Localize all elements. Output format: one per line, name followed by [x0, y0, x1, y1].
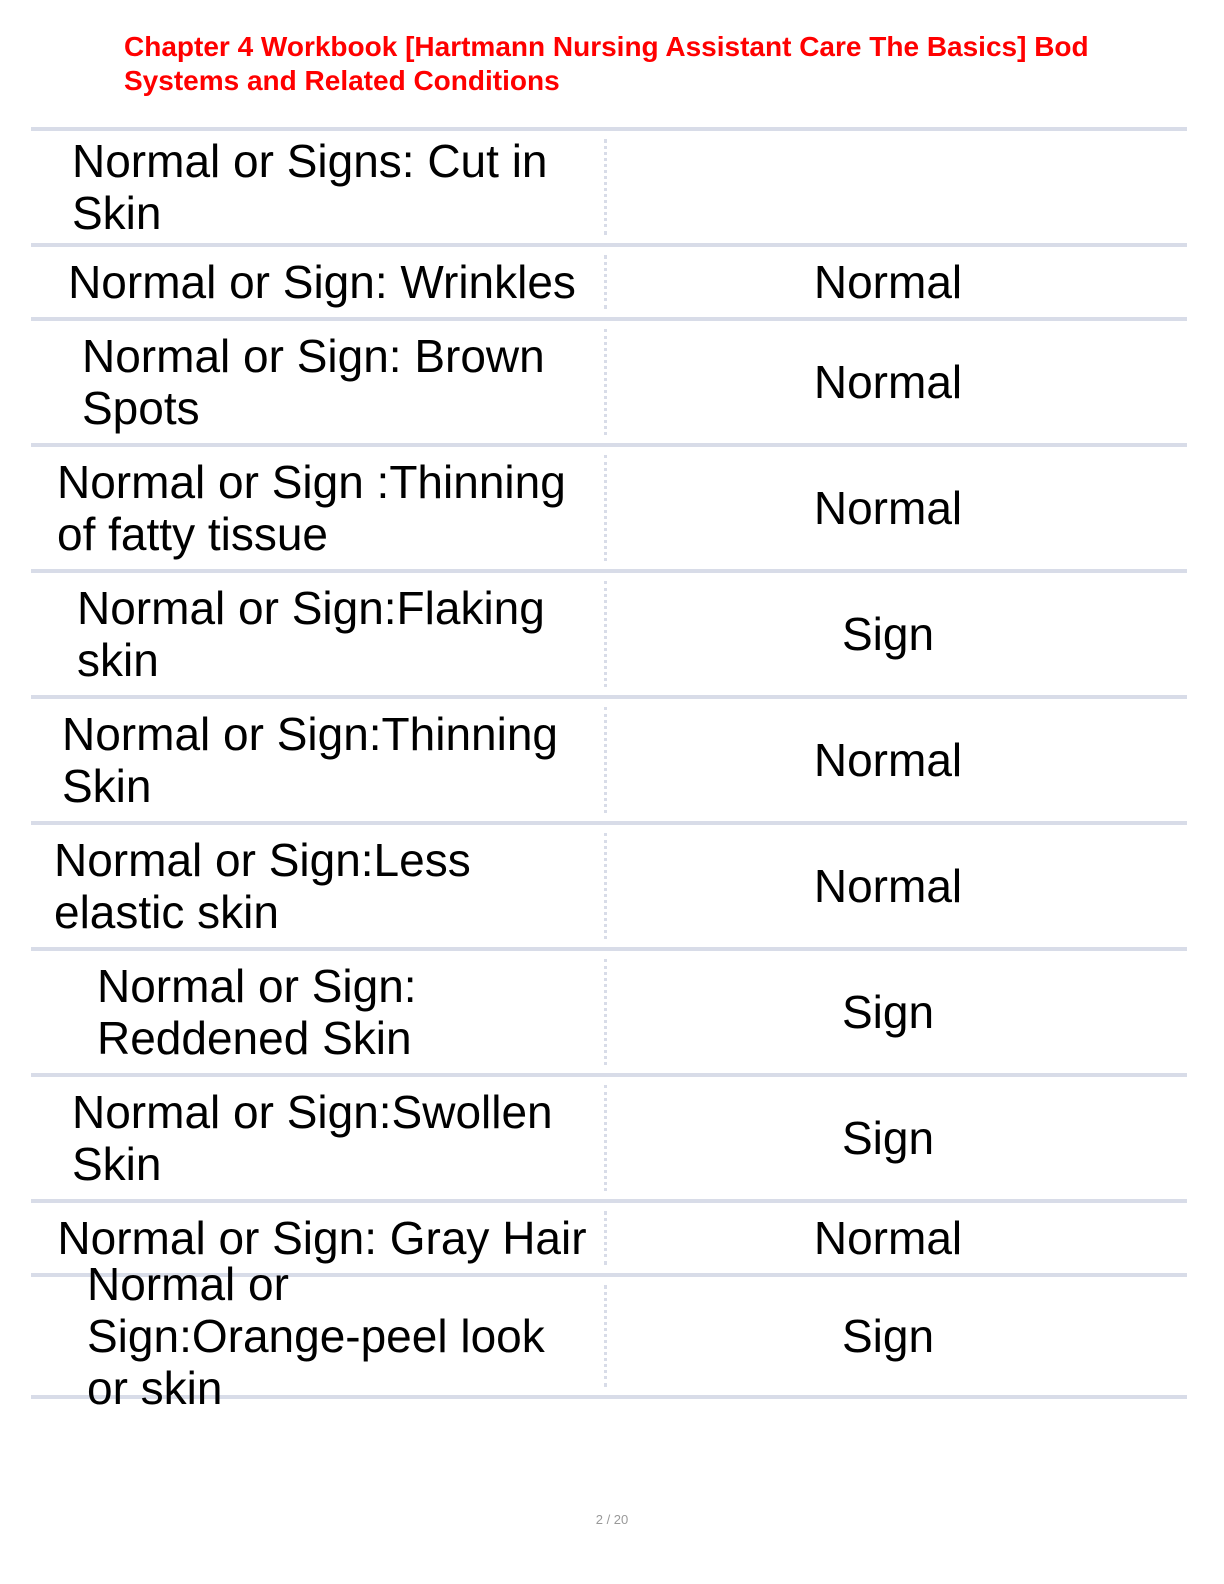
term-text: Normal or Signs: Cut in Skin: [72, 135, 548, 239]
term-text: Normal or Sign: Gray Hair: [57, 1212, 587, 1264]
flashcard-table: [31, 127, 1187, 1414]
definition-text: Normal: [813, 482, 963, 534]
term-text: Normal or Sign:Orange-peel look or skin: [87, 1258, 545, 1414]
term-cell: [31, 1077, 607, 1199]
definition-text: [607, 131, 1187, 243]
card-row: [31, 947, 1187, 1073]
definition-text: Sign: [841, 986, 935, 1038]
card-row: [31, 821, 1187, 947]
definition-text: Sign: [841, 1112, 935, 1164]
term-text: Normal or Sign:Flaking skin: [77, 582, 545, 686]
definition-text: Sign: [841, 608, 935, 660]
definition-text: Normal: [813, 860, 963, 912]
document-title: Chapter 4 Workbook [Hartmann Nursing Assistant Care The Basics] Bod Systems and Related Conditions: [124, 31, 1089, 96]
card-row: [31, 1073, 1187, 1199]
term-cell: [31, 1258, 607, 1414]
card-row: [31, 243, 1187, 317]
card-row: [31, 1258, 1187, 1414]
term-text: Normal or Sign: Wrinkles: [68, 256, 576, 308]
card-row: [31, 695, 1187, 821]
definition-text: Normal: [813, 356, 963, 408]
card-row: [31, 569, 1187, 695]
term-cell: [31, 951, 607, 1073]
definition-text: Normal: [813, 256, 963, 308]
term-cell: [31, 699, 607, 821]
term-cell: [31, 321, 607, 443]
term-text: Normal or Sign :Thinning of fatty tissue: [57, 456, 566, 560]
card-row: [31, 443, 1187, 569]
term-text: Normal or Sign:Thinning Skin: [62, 708, 559, 812]
term-cell: [31, 447, 607, 569]
term-cell: [31, 131, 607, 243]
term-text: Normal or Sign: Reddened Skin: [97, 960, 417, 1064]
term-cell: [31, 247, 607, 317]
definition-text: Normal: [813, 734, 963, 786]
term-cell: [31, 825, 607, 947]
card-row: [31, 127, 1187, 243]
term-text: Normal or Sign: Brown Spots: [82, 330, 545, 434]
term-cell: [31, 573, 607, 695]
definition-text: Sign: [841, 1310, 935, 1362]
page-number: 2 / 20: [595, 1512, 629, 1527]
definition-text: Normal: [813, 1212, 963, 1264]
term-text: Normal or Sign:Less elastic skin: [54, 834, 471, 938]
term-text: Normal or Sign:Swollen Skin: [72, 1086, 553, 1190]
card-row: [31, 317, 1187, 443]
